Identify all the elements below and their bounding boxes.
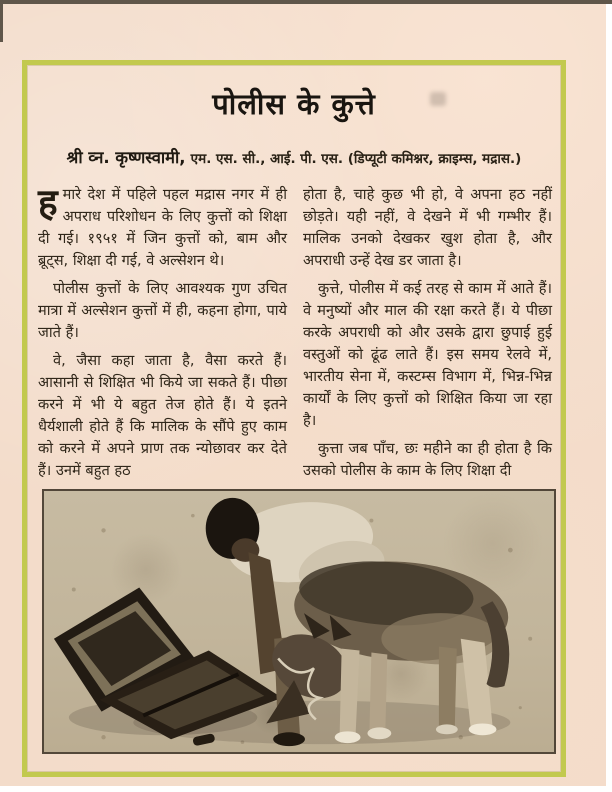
two-column-body [30, 181, 558, 488]
page-title [30, 84, 558, 123]
paragraph: कुत्ता जब पाँच, छः महीने का ही होता है कि उसको पोलीस के काम के लिए शिक्षा दी [303, 440, 552, 479]
right-column [303, 184, 552, 488]
paragraph: वे, जैसा कहा जाता है, वैसा करते हैं। आसानी से शिक्षित भी किये जा सकते हैं। पीछा करने में भी ये बहुत तेज होते हैं। ये इतने धैर्यशाली होते हैं कि मालिक के सौंपे हुए काम को करने में अपने प्राण तक न्योछावर कर देते हैं। उनमें बहुत हठ [38, 352, 287, 479]
paragraph: होता है, चाहे कुछ भी हो, वे अपना हठ नहीं छोड़ते। यही नहीं, वे देखने में भी गम्भीर हैं। मालिक उनको देखकर खुश होता है, और अपराधी उन्हें देख डर जाता है। [303, 186, 552, 269]
author-credentials: एम. एस. सी., आई. पी. एस. (डिप्यूटी कमिश्नर, क्राइम्स, मद्रास.) [190, 151, 522, 167]
paragraph-text: मारे देश में पहिले पहल मद्रास नगर में ही अपराध परिशोधन के लिए कुत्तों को शिक्षा दी गई। १९५१ में जिन कुत्तों को, बाम और ब्रूट्स, शिक्षा दी गई, वे अल्सेशन थे। [38, 186, 287, 269]
police-dog-photograph [42, 489, 556, 754]
article-title-text: पोलीस के कुत्ते [212, 87, 376, 121]
left-column [38, 181, 287, 488]
scan-edge-left [0, 0, 3, 42]
photo-illustration [44, 491, 554, 752]
byline [30, 145, 558, 168]
paragraph [38, 181, 287, 272]
drop-cap: ह [38, 181, 58, 224]
paragraph: पोलीस कुत्तों के लिए आवश्यक गुण उचित मात्रा में अल्सेशन कुत्तों में ही, कहना होगा, पाये जाते हैं। [38, 280, 287, 341]
scan-edge-top [0, 0, 612, 4]
paragraph: कुत्ते, पोलीस में कई तरह से काम में आते हैं। वे मनुष्यों और माल की रक्षा करते हैं। ये पीछा करके अपराधी को और उसके द्वारा छुपाई हुई वस्तुओं को ढूंढ लाते हैं। इस समय रेलवे में, भारतीय सेना में, कस्टम्स विभाग में, भिन्न-भिन्न कार्यों के लिए कुत्तों को शिक्षित किया जा रहा है। [303, 280, 552, 429]
author-name: श्री व्न. कृष्णस्वामी, [66, 148, 186, 167]
print-smudge [430, 92, 446, 106]
